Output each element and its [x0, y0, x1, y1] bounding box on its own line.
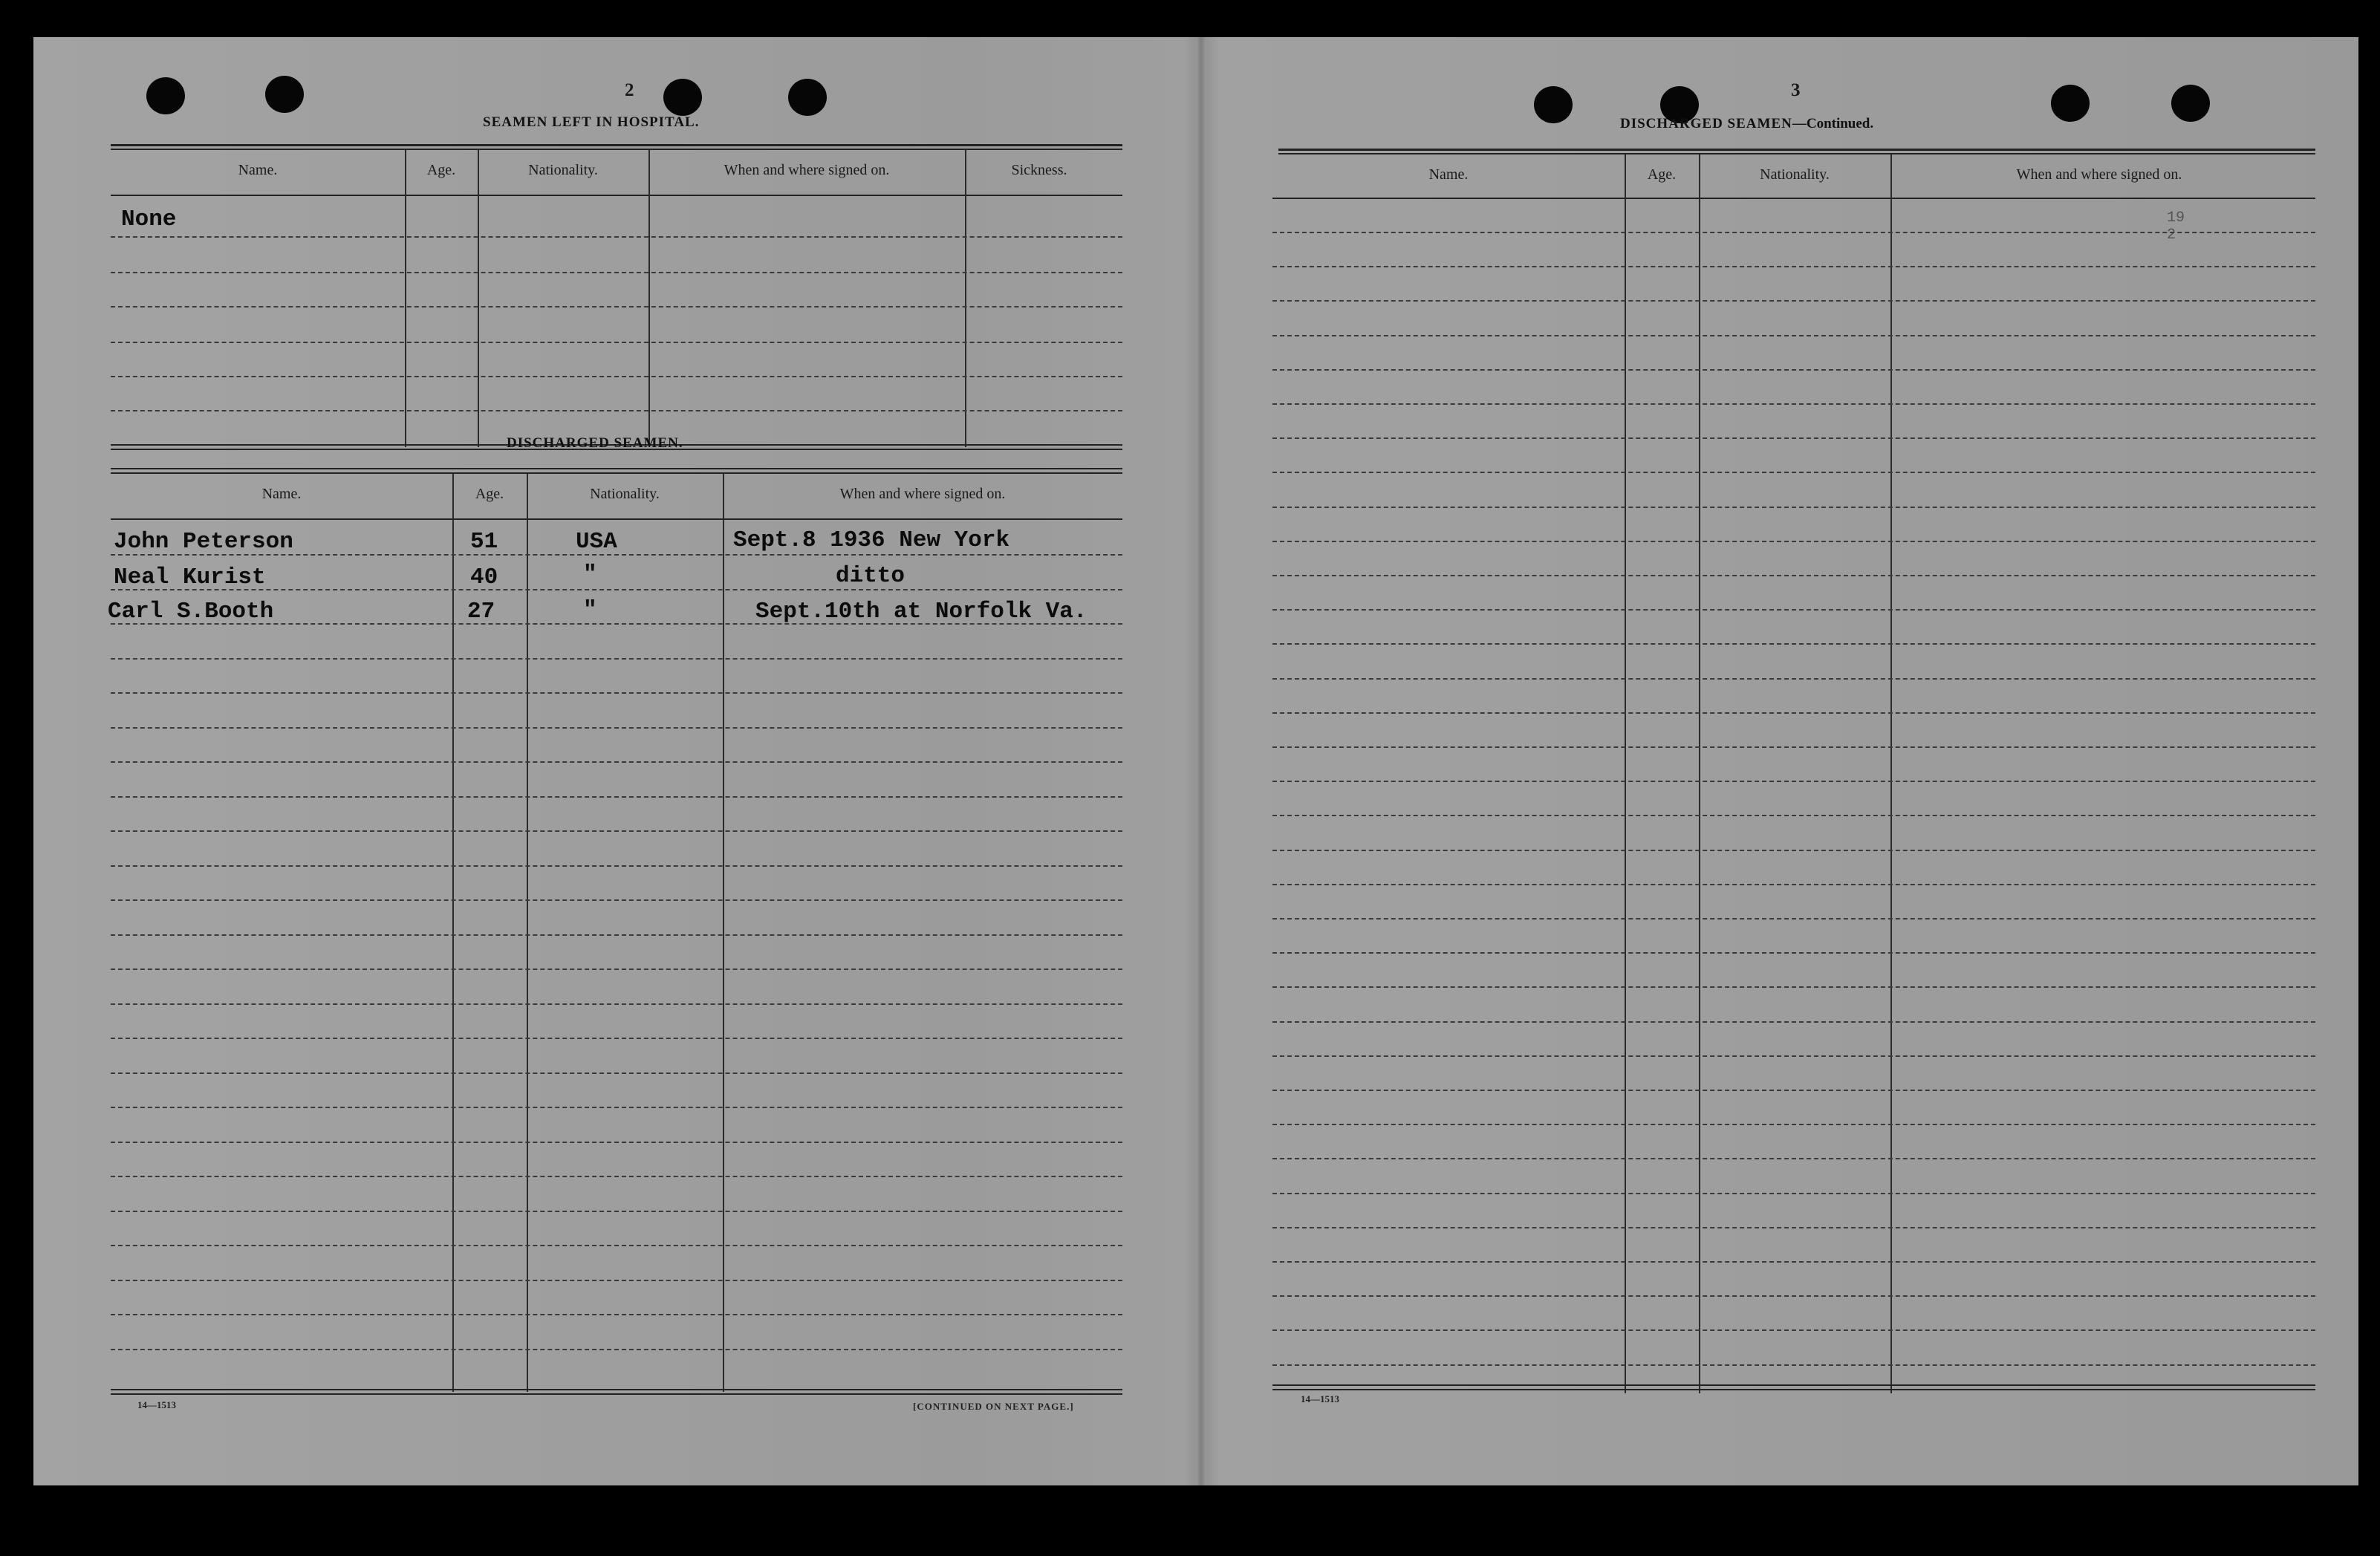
- seaman-nationality: USA: [576, 529, 617, 555]
- form-number: 14—1513: [1301, 1393, 1339, 1404]
- row-line: [1272, 541, 2315, 542]
- col-header-signed-on: When and where signed on.: [839, 486, 1006, 502]
- col-header-name: Name.: [1428, 166, 1469, 183]
- row-line: [111, 692, 1122, 694]
- col-header-nationality: Nationality.: [528, 162, 598, 178]
- row-line: [1272, 232, 2315, 233]
- row-line: [1272, 403, 2315, 405]
- column-divider: [478, 150, 479, 447]
- seaman-signed-on: Sept.10th at Norfolk Va.: [755, 599, 1087, 625]
- row-line: [1272, 437, 2315, 439]
- bottom-rule: [1272, 1384, 2315, 1386]
- bottom-rule: [1272, 1389, 2315, 1390]
- row-line: [111, 1003, 1122, 1005]
- top-rule: [111, 144, 1122, 146]
- column-divider: [527, 474, 528, 1392]
- row-line: [1272, 266, 2315, 267]
- top-rule: [1278, 153, 2315, 154]
- row-line: [1272, 918, 2315, 919]
- row-line: [1272, 712, 2315, 714]
- stamp-mark: 19 2: [2167, 209, 2185, 244]
- row-line: [111, 376, 1122, 377]
- row-line: [1272, 986, 2315, 988]
- row-line: [1272, 300, 2315, 302]
- punch-hole: [1534, 86, 1573, 123]
- col-header-age: Age.: [475, 486, 504, 502]
- top-rule: [111, 468, 1122, 469]
- row-line: [111, 1314, 1122, 1315]
- row-line: [111, 236, 1122, 238]
- page-number: 3: [1791, 80, 1801, 100]
- row-line: [1272, 1124, 2315, 1125]
- row-line: [1272, 472, 2315, 473]
- col-header-name: Name.: [238, 162, 278, 178]
- column-divider: [1625, 154, 1626, 1393]
- seaman-age: 40: [470, 564, 498, 590]
- punch-hole: [146, 77, 185, 114]
- header-rule: [111, 518, 1122, 520]
- col-header-nationality: Nationality.: [1760, 166, 1830, 183]
- seaman-signed-on: ditto: [836, 563, 905, 589]
- col-header-signed-on: When and where signed on.: [2016, 166, 2182, 183]
- row-line: [111, 934, 1122, 936]
- column-divider: [1890, 154, 1892, 1393]
- discharged-section-title: DISCHARGED SEAMEN.: [507, 435, 683, 451]
- row-line: [111, 830, 1122, 832]
- seaman-name: John Peterson: [114, 529, 293, 555]
- row-line: [1272, 609, 2315, 611]
- row-line: [111, 969, 1122, 970]
- row-line: [1272, 850, 2315, 851]
- title-main: DISCHARGED SEAMEN: [1620, 116, 1792, 131]
- seaman-name: Neal Kurist: [114, 564, 266, 590]
- punch-hole: [663, 79, 702, 116]
- col-header-nationality: Nationality.: [590, 486, 660, 502]
- row-line: [111, 1107, 1122, 1108]
- row-line: [111, 623, 1122, 625]
- row-line: [1272, 746, 2315, 748]
- row-line: [1272, 1329, 2315, 1331]
- row-line: [1272, 1364, 2315, 1366]
- row-line: [111, 865, 1122, 867]
- row-line: [111, 1176, 1122, 1177]
- discharged-continued-title: [1620, 116, 1873, 132]
- punch-hole: [2171, 85, 2210, 122]
- row-line: [1272, 1295, 2315, 1297]
- row-line: [1272, 507, 2315, 508]
- header-rule: [1272, 198, 2315, 199]
- document-sheet: [33, 37, 2358, 1485]
- column-divider: [723, 474, 724, 1392]
- top-rule: [111, 149, 1122, 150]
- row-line: [111, 1142, 1122, 1143]
- seaman-nationality: ": [583, 561, 597, 587]
- seaman-age: 27: [467, 599, 495, 625]
- row-line: [111, 272, 1122, 273]
- row-line: [1272, 1193, 2315, 1194]
- row-line: [111, 727, 1122, 729]
- seaman-age: 51: [470, 529, 498, 555]
- row-line: [1272, 952, 2315, 954]
- seaman-nationality: ": [583, 597, 597, 623]
- top-rule: [111, 472, 1122, 474]
- col-header-name: Name.: [261, 486, 302, 502]
- row-line: [1272, 1090, 2315, 1091]
- row-line: [1272, 1055, 2315, 1057]
- row-line: [1272, 575, 2315, 576]
- row-line: [111, 589, 1122, 590]
- row-line: [111, 306, 1122, 307]
- row-line: [111, 1245, 1122, 1246]
- row-line: [1272, 781, 2315, 782]
- column-divider: [452, 474, 454, 1392]
- row-line: [111, 554, 1122, 556]
- row-line: [1272, 884, 2315, 885]
- bottom-rule: [111, 1389, 1122, 1390]
- top-rule: [1278, 149, 2315, 151]
- col-header-age: Age.: [1647, 166, 1677, 183]
- row-line: [111, 1349, 1122, 1350]
- row-line: [1272, 1021, 2315, 1023]
- page-number: 2: [625, 80, 634, 100]
- hospital-section-title: SEAMEN LEFT IN HOSPITAL.: [483, 114, 700, 130]
- column-divider: [648, 150, 650, 447]
- row-line: [111, 410, 1122, 411]
- row-line: [111, 658, 1122, 660]
- row-line: [111, 761, 1122, 763]
- continued-note: [CONTINUED ON NEXT PAGE.]: [913, 1401, 1074, 1412]
- title-suffix: —Continued.: [1792, 116, 1874, 131]
- row-line: [111, 1038, 1122, 1039]
- row-line: [1272, 643, 2315, 645]
- header-rule: [111, 195, 1122, 196]
- row-line: [1272, 369, 2315, 371]
- col-header-sickness: Sickness.: [1011, 162, 1067, 178]
- seaman-signed-on: Sept.8 1936 New York: [733, 527, 1010, 553]
- row-line: [111, 342, 1122, 343]
- row-line: [111, 1072, 1122, 1074]
- column-divider: [405, 150, 406, 447]
- page-fold: [1196, 37, 1206, 1485]
- row-line: [1272, 1227, 2315, 1228]
- punch-hole: [265, 76, 304, 113]
- col-header-age: Age.: [426, 162, 456, 178]
- row-line: [1272, 335, 2315, 336]
- row-line: [111, 1211, 1122, 1212]
- row-line: [1272, 815, 2315, 816]
- form-number: 14—1513: [137, 1399, 176, 1410]
- row-line: [1272, 1261, 2315, 1263]
- row-line: [111, 1280, 1122, 1281]
- punch-hole: [2051, 85, 2090, 122]
- row-line: [1272, 1158, 2315, 1159]
- seaman-name: Carl S.Booth: [108, 599, 274, 625]
- row-line: [111, 899, 1122, 901]
- col-header-signed-on: When and where signed on.: [724, 162, 890, 178]
- hospital-entry: None: [121, 206, 177, 232]
- bottom-rule: [111, 1393, 1122, 1395]
- row-line: [111, 796, 1122, 798]
- punch-hole: [788, 79, 827, 116]
- row-line: [1272, 678, 2315, 680]
- column-divider: [1699, 154, 1700, 1393]
- column-divider: [965, 150, 966, 447]
